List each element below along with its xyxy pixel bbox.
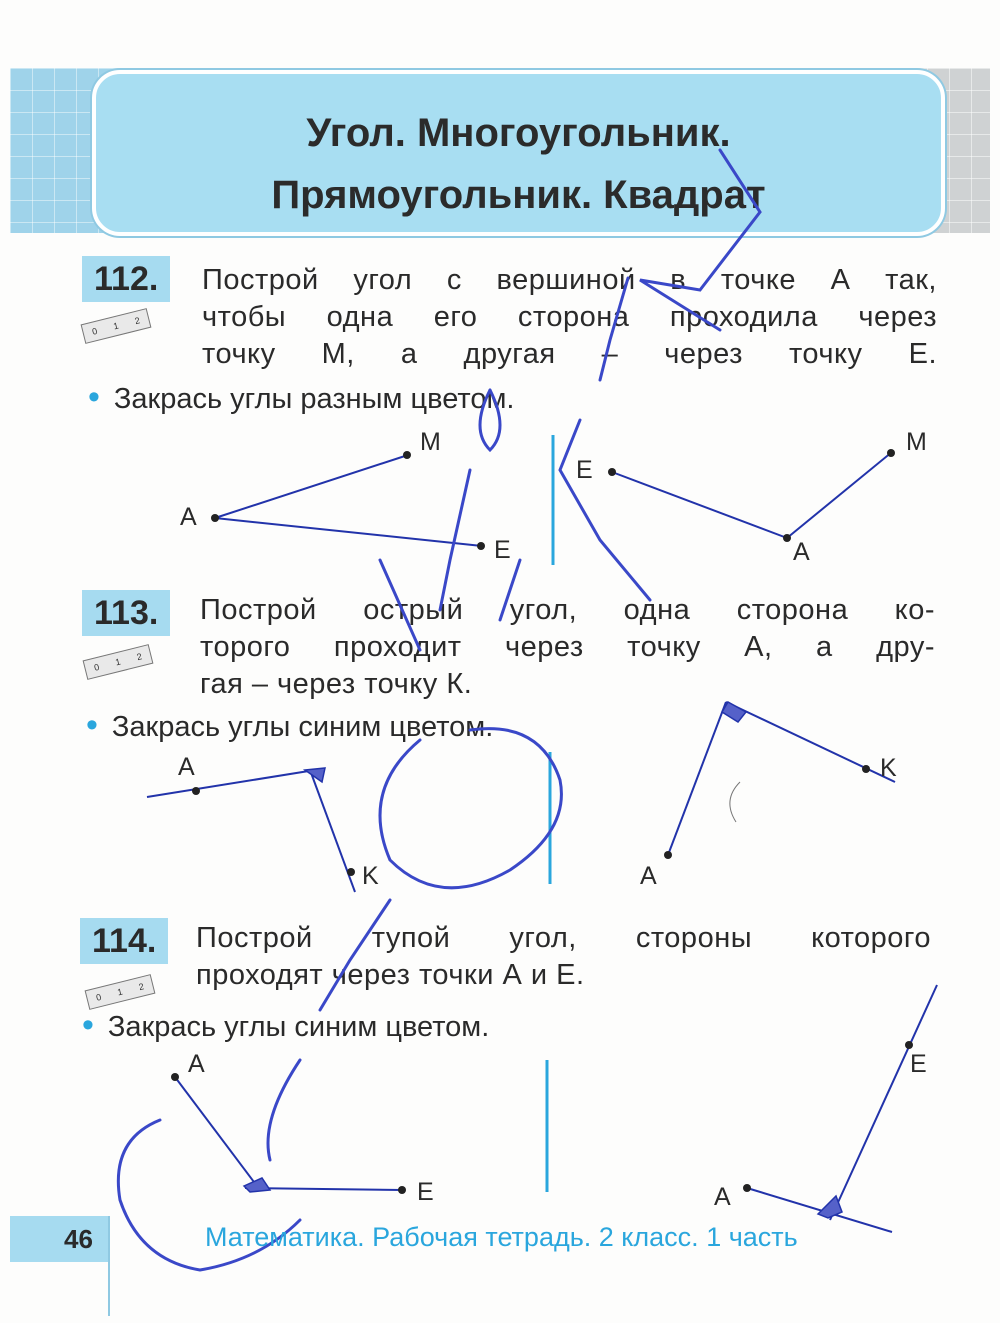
point-e (398, 1186, 406, 1194)
scribble (268, 900, 390, 1160)
task-line: чтобы одна его сторона проходила через (202, 301, 937, 333)
label-m: М (420, 428, 441, 456)
point-m (887, 449, 895, 457)
label-a: А (188, 1050, 205, 1078)
scribble (640, 150, 760, 330)
point-e (905, 1041, 913, 1049)
label-k: K (362, 862, 379, 890)
task-114-number: 114. (80, 918, 168, 964)
angle-mark (244, 1178, 270, 1192)
task-line: точку М, а другая – через точку Е. (202, 338, 937, 370)
handwriting-scribbles (118, 150, 760, 1270)
task-113-number: 113. (82, 590, 170, 636)
label-a: А (640, 862, 657, 890)
page-title-line1: Угол. Многоугольник. (306, 111, 731, 155)
label-a: А (793, 538, 810, 566)
point-m (403, 451, 411, 459)
arc-mark (730, 782, 740, 822)
task-line: Построй угол с вершиной в точке А так, (202, 264, 937, 296)
scribble (480, 390, 500, 450)
ruler-tick: 1 (114, 656, 122, 668)
label-e: Е (417, 1178, 434, 1206)
point-a (192, 787, 200, 795)
point-k (347, 868, 355, 876)
label-a: А (178, 753, 195, 781)
task-line: Построй тупой угол, стороны которого (196, 922, 931, 954)
task-line: Построй острый угол, одна сторона ко- (200, 594, 935, 626)
point-a (783, 534, 791, 542)
scribble-o (380, 729, 561, 888)
bullet-text: Закрась углы синим цветом. (111, 711, 494, 743)
ruler-tick: 1 (112, 320, 120, 332)
point-k (862, 765, 870, 773)
footer-title: Математика. Рабочая тетрадь. 2 класс. 1 часть (205, 1222, 798, 1252)
ray (668, 702, 726, 855)
label-a: А (180, 503, 197, 531)
ray-am (787, 452, 892, 538)
page-title-line2: Прямоугольник. Квадрат (271, 173, 766, 217)
bullet-text: Закрась углы синим цветом. (107, 1011, 490, 1043)
label-e: Е (576, 456, 593, 484)
task-line: проходят через точки А и Е. (196, 959, 585, 991)
point-e (477, 542, 485, 550)
ray-a (147, 770, 315, 797)
ruler-tick: 0 (91, 325, 99, 337)
angle-marks (244, 702, 842, 1218)
scribble (600, 278, 628, 380)
ruler-tick: 1 (116, 986, 124, 998)
ruler-tick: 0 (95, 991, 103, 1003)
ruler-tick: 2 (133, 315, 141, 327)
ruler-tick: 0 (93, 661, 101, 673)
label-k: K (880, 754, 897, 782)
point-a (211, 514, 219, 522)
label-e: Е (494, 536, 511, 564)
bullet-text: Закрась углы разным цветом. (113, 383, 515, 415)
ray-ae (215, 518, 482, 546)
label-a: А (714, 1183, 731, 1211)
footer-divider (108, 1216, 110, 1316)
task-112-number: 112. (82, 256, 170, 302)
ray-am (215, 455, 408, 518)
scribble (560, 420, 650, 600)
angle-mark (305, 768, 325, 782)
point-a (743, 1184, 751, 1192)
ray-a (175, 1077, 260, 1190)
ray-e (830, 985, 937, 1220)
ray-ae (612, 472, 787, 538)
ruler-tick: 2 (135, 651, 143, 663)
point-a (171, 1073, 179, 1081)
point-e (608, 468, 616, 476)
task-line: торого проходит через точку А, а дру- (200, 631, 935, 663)
page-number: 46 (10, 1216, 110, 1262)
point-a (664, 851, 672, 859)
label-m: М (906, 428, 927, 456)
ruler-tick: 2 (137, 981, 145, 993)
task-line: гая – через точку К. (200, 668, 473, 700)
angle-mark (722, 702, 746, 722)
label-e: Е (910, 1050, 927, 1078)
